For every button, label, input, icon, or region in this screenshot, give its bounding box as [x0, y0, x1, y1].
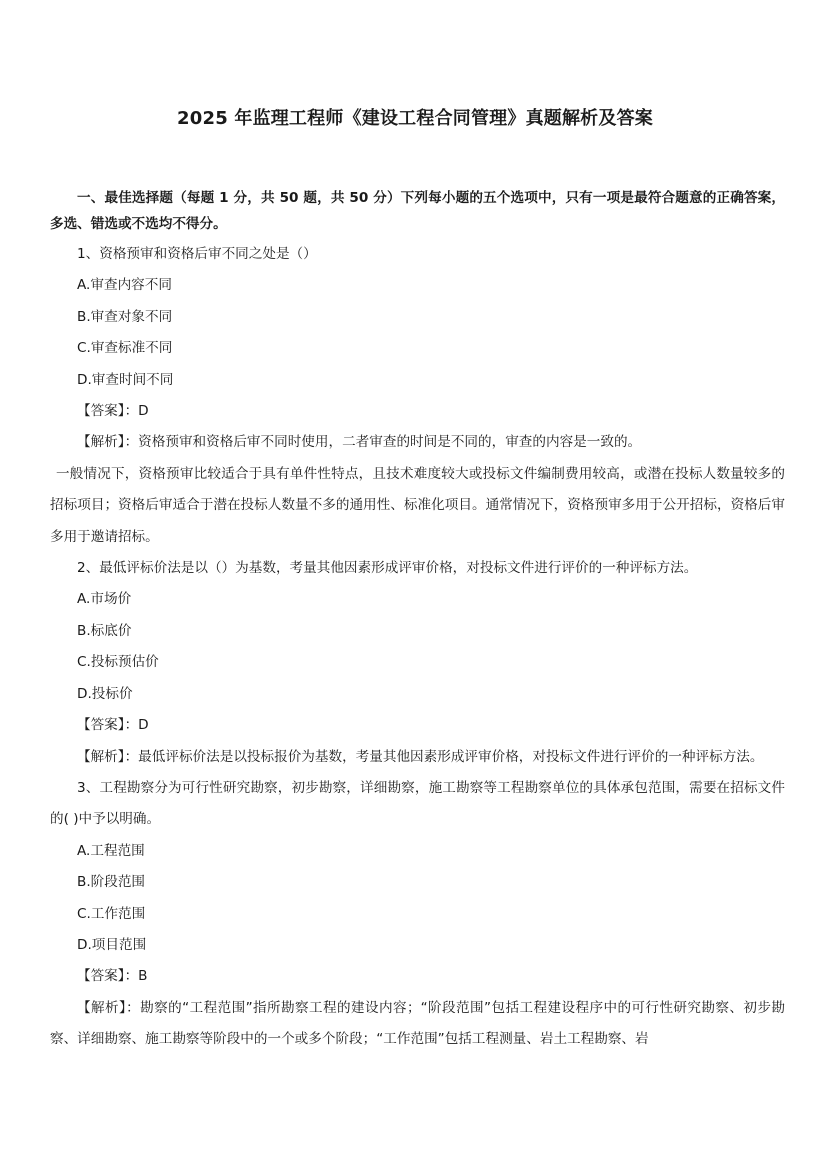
question-2-option-d: D.投标价	[77, 685, 133, 702]
question-3-answer: 【答案】：B	[77, 968, 148, 985]
question-2-answer: 【答案】：D	[77, 717, 149, 734]
question-1-option-a: A.审查内容不同	[77, 277, 172, 294]
question-3-stem: 3、工程勘察分为可行性研究勘察，初步勘察，详细勘察，施工勘察等工程勘察单位的具体承包范围，需要在招标文件的( )中予以明确。	[50, 779, 785, 828]
question-3-option-b: B.阶段范围	[77, 874, 146, 891]
question-2-analysis: 【解析】：最低评标价法是以投标报价为基数，考量其他因素形成评审价格，对投标文件进行评价的一种评标方法。	[77, 748, 764, 765]
section-heading: 一、最佳选择题（每题 1 分，共 50 题，共 50 分）下列每小题的五个选项中，只有一项是最符合题意的正确答案，多选、错选或不选均不得分。	[50, 190, 785, 232]
question-3-option-a: A.工程范围	[77, 842, 145, 859]
question-2-stem: 2、最低评标价法是以（）为基数，考量其他因素形成评审价格，对投标文件进行评价的一种评标方法。	[77, 560, 698, 577]
question-3-option-c: C.工作范围	[77, 905, 146, 922]
question-1-answer: 【答案】：D	[77, 403, 149, 420]
question-2-option-c: C.投标预估价	[77, 654, 159, 671]
question-1-analysis-extra: 一般情况下，资格预审比较适合于具有单件性特点，且技术难度较大或投标文件编制费用较高，或潜在投标人数量较多的招标项目；资格后审适合于潜在投标人数量不多的通用性、标准化项目。通常情况下，资格预审多用于公开招标，资格后审多用于邀请招标。	[50, 465, 785, 545]
question-1-analysis: 【解析】：资格预审和资格后审不同时使用，二者审查的时间是不同的，审查的内容是一致的。	[77, 434, 642, 451]
question-1-option-b: B.审查对象不同	[77, 308, 173, 325]
question-1-option-d: D.审查时间不同	[77, 371, 174, 388]
question-1-option-c: C.审查标准不同	[77, 340, 173, 357]
question-2-option-a: A.市场价	[77, 591, 132, 608]
question-2-option-b: B.标底价	[77, 622, 132, 639]
document-body	[50, 185, 785, 1056]
question-3-option-d: D.项目范围	[77, 936, 147, 953]
question-1-stem: 1、资格预审和资格后审不同之处是（）	[77, 246, 317, 262]
question-3-analysis: 【解析】：勘察的“工程范围”指所勘察工程的建设内容；“阶段范围”包括工程建设程序中的可行性研究勘察、初步勘察、详细勘察、施工勘察等阶段中的一个或多个阶段；“工作范围”包括工程测量、岩土工程勘察、岩	[50, 999, 785, 1048]
page-title: 2025 年监理工程师《建设工程合同管理》真题解析及答案	[177, 108, 653, 129]
